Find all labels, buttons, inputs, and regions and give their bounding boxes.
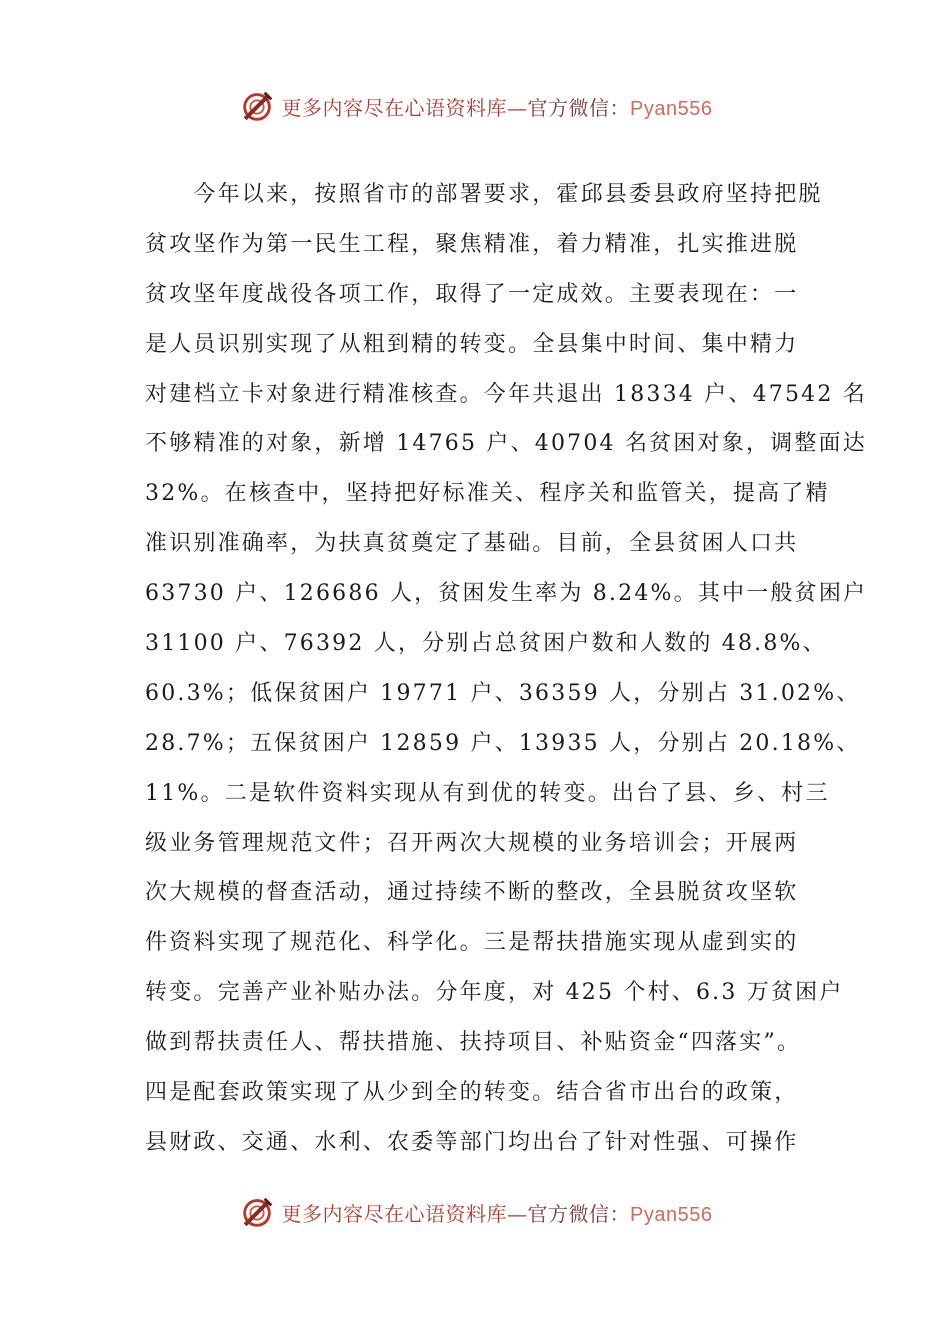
document-line: 转变。完善产业补贴办法。分年度，对 425 个村、6.3 万贫困户 — [145, 980, 844, 1006]
banner-wechat-id: Pyan556 — [630, 97, 713, 120]
document-line: 贫攻坚作为第一民生工程，聚焦精准，着力精准，扎实推进脱 — [145, 231, 799, 257]
document-body — [145, 170, 868, 1168]
document-line: 63730 户、126686 人，贫困发生率为 8.24%。其中一般贫困户 — [145, 581, 868, 607]
document-line: 县财政、交通、水利、农委等部门均出台了针对性强、可操作 — [145, 1129, 799, 1155]
banner-dash: — — [507, 1201, 528, 1226]
banner-site-name: 更多内容尽在心语资料库 — [281, 95, 508, 120]
document-line: 是人员识别实现了从粗到精的转变。全县集中时间、集中精力 — [145, 331, 799, 357]
document-line: 11%。二是软件资料实现从有到优的转变。出台了县、乡、村三 — [145, 780, 830, 806]
pen-swirl-logo-icon — [238, 1193, 276, 1231]
document-line: 31100 户、76392 人，分别占总贫困户数和人数的 48.8%、 — [145, 631, 827, 657]
banner-wechat-label: 官方微信： — [527, 1201, 631, 1226]
banner-wechat-label: 官方微信： — [527, 95, 631, 120]
banner-site-name: 更多内容尽在心语资料库 — [281, 1201, 508, 1226]
document-line: 28.7%；五保贫困户 12859 户、13935 人，分别占 20.18%、 — [145, 730, 861, 756]
document-line: 准识别准确率，为扶真贫奠定了基础。目前，全县贫困人口共 — [145, 531, 799, 557]
banner-text — [282, 1198, 713, 1227]
document-line: 做到帮扶责任人、帮扶措施、扶持项目、补贴资金“四落实”。 — [145, 1030, 802, 1056]
document-line: 今年以来，按照省市的部署要求，霍邱县委县政府坚持把脱 — [145, 182, 823, 207]
document-line: 级业务管理规范文件；召开两次大规模的业务培训会；开展两 — [145, 830, 799, 856]
document-line: 四是配套政策实现了从少到全的转变。结合省市出台的政策， — [145, 1080, 799, 1106]
document-line: 60.3%；低保贫困户 19771 户、36359 人，分别占 31.02%、 — [145, 680, 861, 706]
document-line: 贫攻坚年度战役各项工作，取得了一定成效。主要表现在：一 — [145, 281, 799, 307]
pen-swirl-logo-icon — [238, 87, 276, 125]
document-line: 次大规模的督查活动，通过持续不断的整改，全县脱贫攻坚软 — [145, 880, 799, 906]
footer-banner — [0, 1190, 950, 1234]
banner-dash: — — [507, 95, 528, 120]
header-banner — [0, 84, 950, 128]
document-line: 对建档立卡对象进行精准核查。今年共退出 18334 户、47542 名 — [145, 381, 867, 407]
document-line: 不够精准的对象，新增 14765 户、40704 名贫困对象，调整面达 — [145, 431, 867, 457]
banner-text — [282, 92, 713, 121]
document-line: 32%。在核查中，坚持把好标准关、程序关和监管关，提高了精 — [145, 481, 830, 507]
document-line: 件资料实现了规范化、科学化。三是帮扶措施实现从虚到实的 — [145, 930, 799, 956]
banner-wechat-id: Pyan556 — [630, 1203, 713, 1226]
